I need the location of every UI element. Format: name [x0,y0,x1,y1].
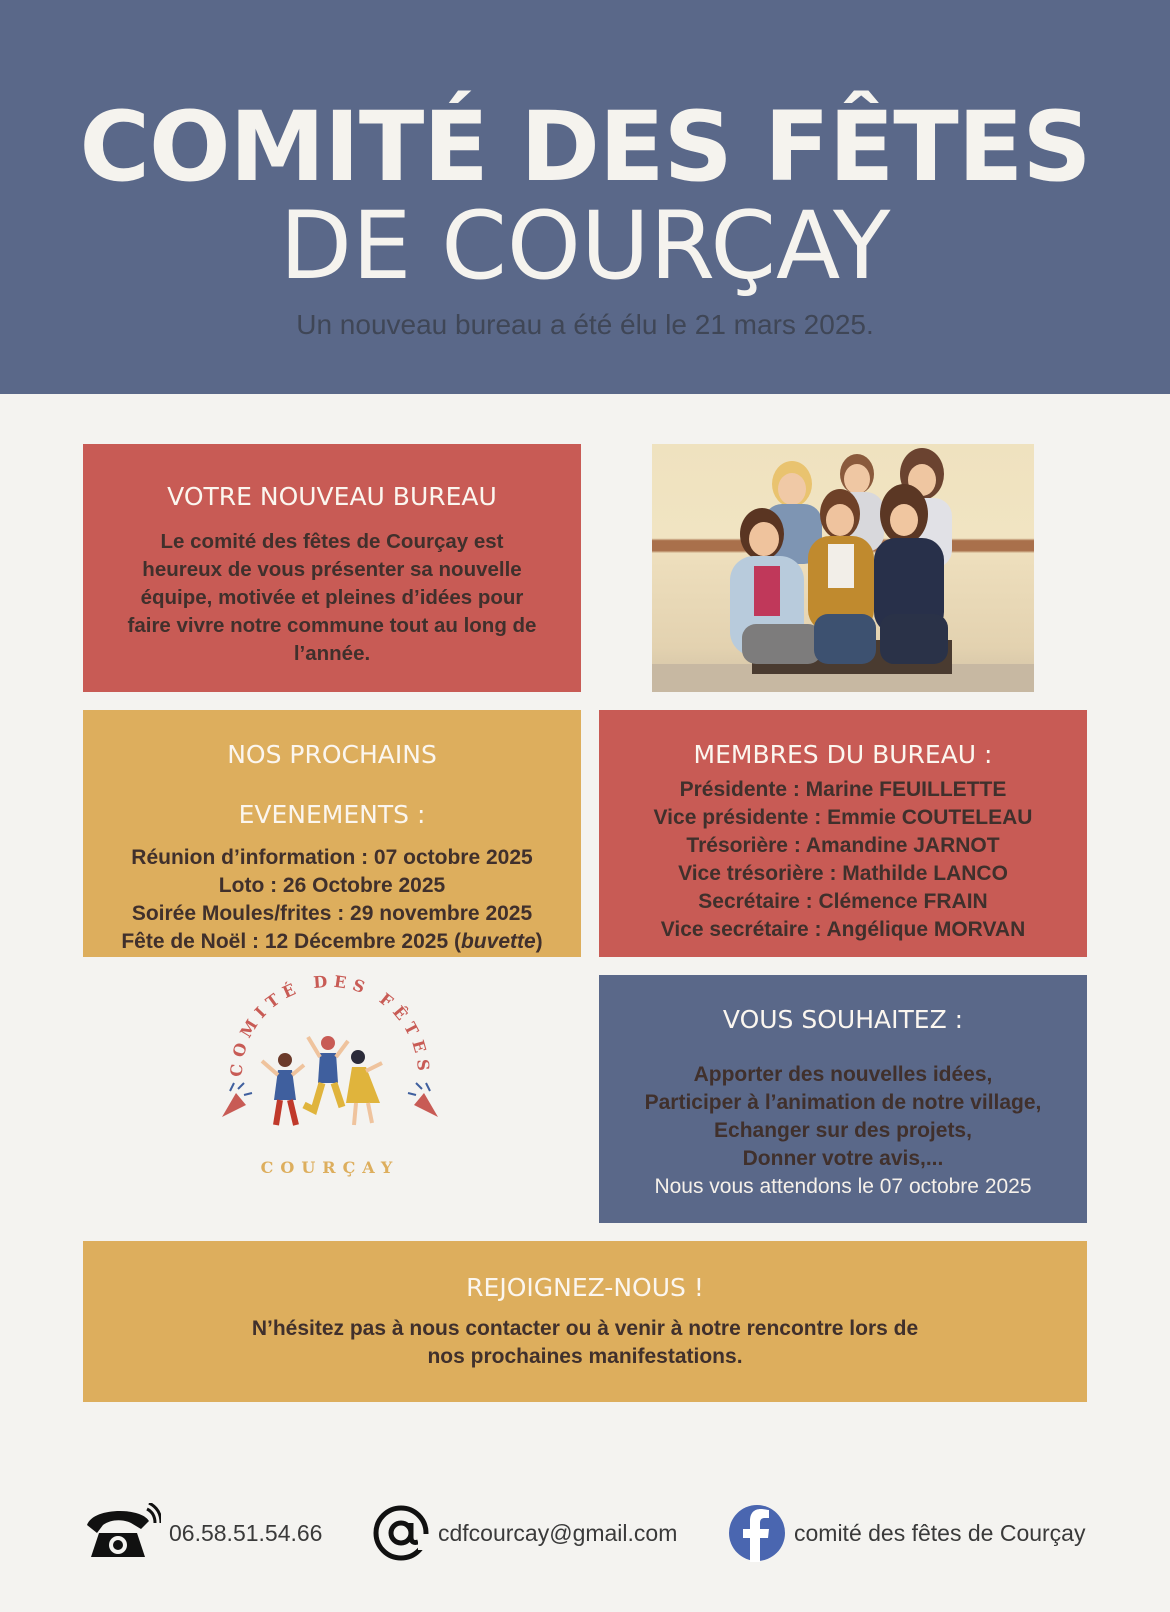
logo-bottom-text: COURÇAY [260,1158,400,1177]
event-item-suffix: ) [535,930,543,953]
events-title-line1: NOS PROCHAINS [227,740,437,769]
member-item: Trésorière : Amandine JARNOT [686,834,1000,857]
phone-icon [83,1503,161,1563]
wishes-closing: Nous vous attendons le 07 octobre 2025 [654,1175,1032,1198]
contact-facebook [728,1500,1085,1566]
events-list [83,844,581,956]
member-item: Secrétaire : Clémence FRAIN [698,890,988,913]
facebook-icon [728,1504,786,1562]
new-bureau-text: Le comité des fêtes de Courçay est heureux de vous présenter sa nouvelle équipe, motivée et pleines d’idées pour faire vivre notre commune tout au long de l’année. [127,530,537,665]
events-panel [83,710,581,957]
at-icon [372,1504,430,1562]
member-item: Vice secrétaire : Angélique MORVAN [660,918,1026,941]
event-item-text: Fête de Noël : 12 Décembre 2025 ( [121,930,461,953]
members-panel [599,710,1087,957]
join-panel [83,1241,1087,1402]
wishes-list [599,1061,1087,1173]
email-address[interactable]: cdfcourcay@gmail.com [438,1519,678,1546]
comite-logo-graphic [200,975,460,1190]
event-item: Loto : 26 Octobre 2025 [218,874,446,897]
wishes-title: VOUS SOUHAITEZ : [722,1005,964,1034]
event-item: Soirée Moules/frites : 29 novembre 2025 [131,902,533,925]
wish-item: Apporter des nouvelles idées, [693,1063,993,1086]
facebook-page-name[interactable]: comité des fêtes de Courçay [794,1519,1086,1546]
wish-item: Echanger sur des projets, [714,1119,972,1142]
event-item [83,928,581,956]
event-item: Réunion d’information : 07 octobre 2025 [131,846,533,869]
phone-number[interactable]: 06.58.51.54.66 [169,1519,323,1546]
members-title: MEMBRES DU BUREAU : [693,740,993,769]
new-bureau-panel [83,444,581,692]
contact-phone [83,1500,322,1566]
event-item-italic: buvette [460,930,536,953]
team-photo-illustration [652,444,1034,692]
comite-logo [200,975,460,1190]
page-subtitle: Un nouveau bureau a été élu le 21 mars 2025. [296,309,874,340]
new-bureau-title: VOTRE NOUVEAU BUREAU [167,482,497,511]
events-title-line2: EVENEMENTS : [238,800,426,829]
contact-email [372,1500,677,1566]
member-item: Vice trésorière : Mathilde LANCO [678,862,1008,885]
page-title-line2: DE COURÇAY [279,192,891,301]
member-item: Présidente : Marine FEUILLETTE [679,778,1007,801]
team-photo [652,444,1034,692]
wish-item: Donner votre avis,... [742,1147,944,1170]
header-banner [0,0,1170,394]
wishes-panel [599,975,1087,1223]
join-text: N’hésitez pas à nous contacter ou à venir à notre rencontre lors de nos prochaines manifestations. [251,1317,919,1368]
members-list [599,776,1087,944]
wish-item: Participer à l’animation de notre village, [644,1091,1042,1114]
logo-arc-text: COMITÉ DES FÊTES [226,975,434,1078]
page-title-line1: COMITÉ DES FÊTES [79,91,1091,203]
member-item: Vice présidente : Emmie COUTELEAU [653,806,1033,829]
join-title: REJOIGNEZ-NOUS ! [466,1273,704,1302]
